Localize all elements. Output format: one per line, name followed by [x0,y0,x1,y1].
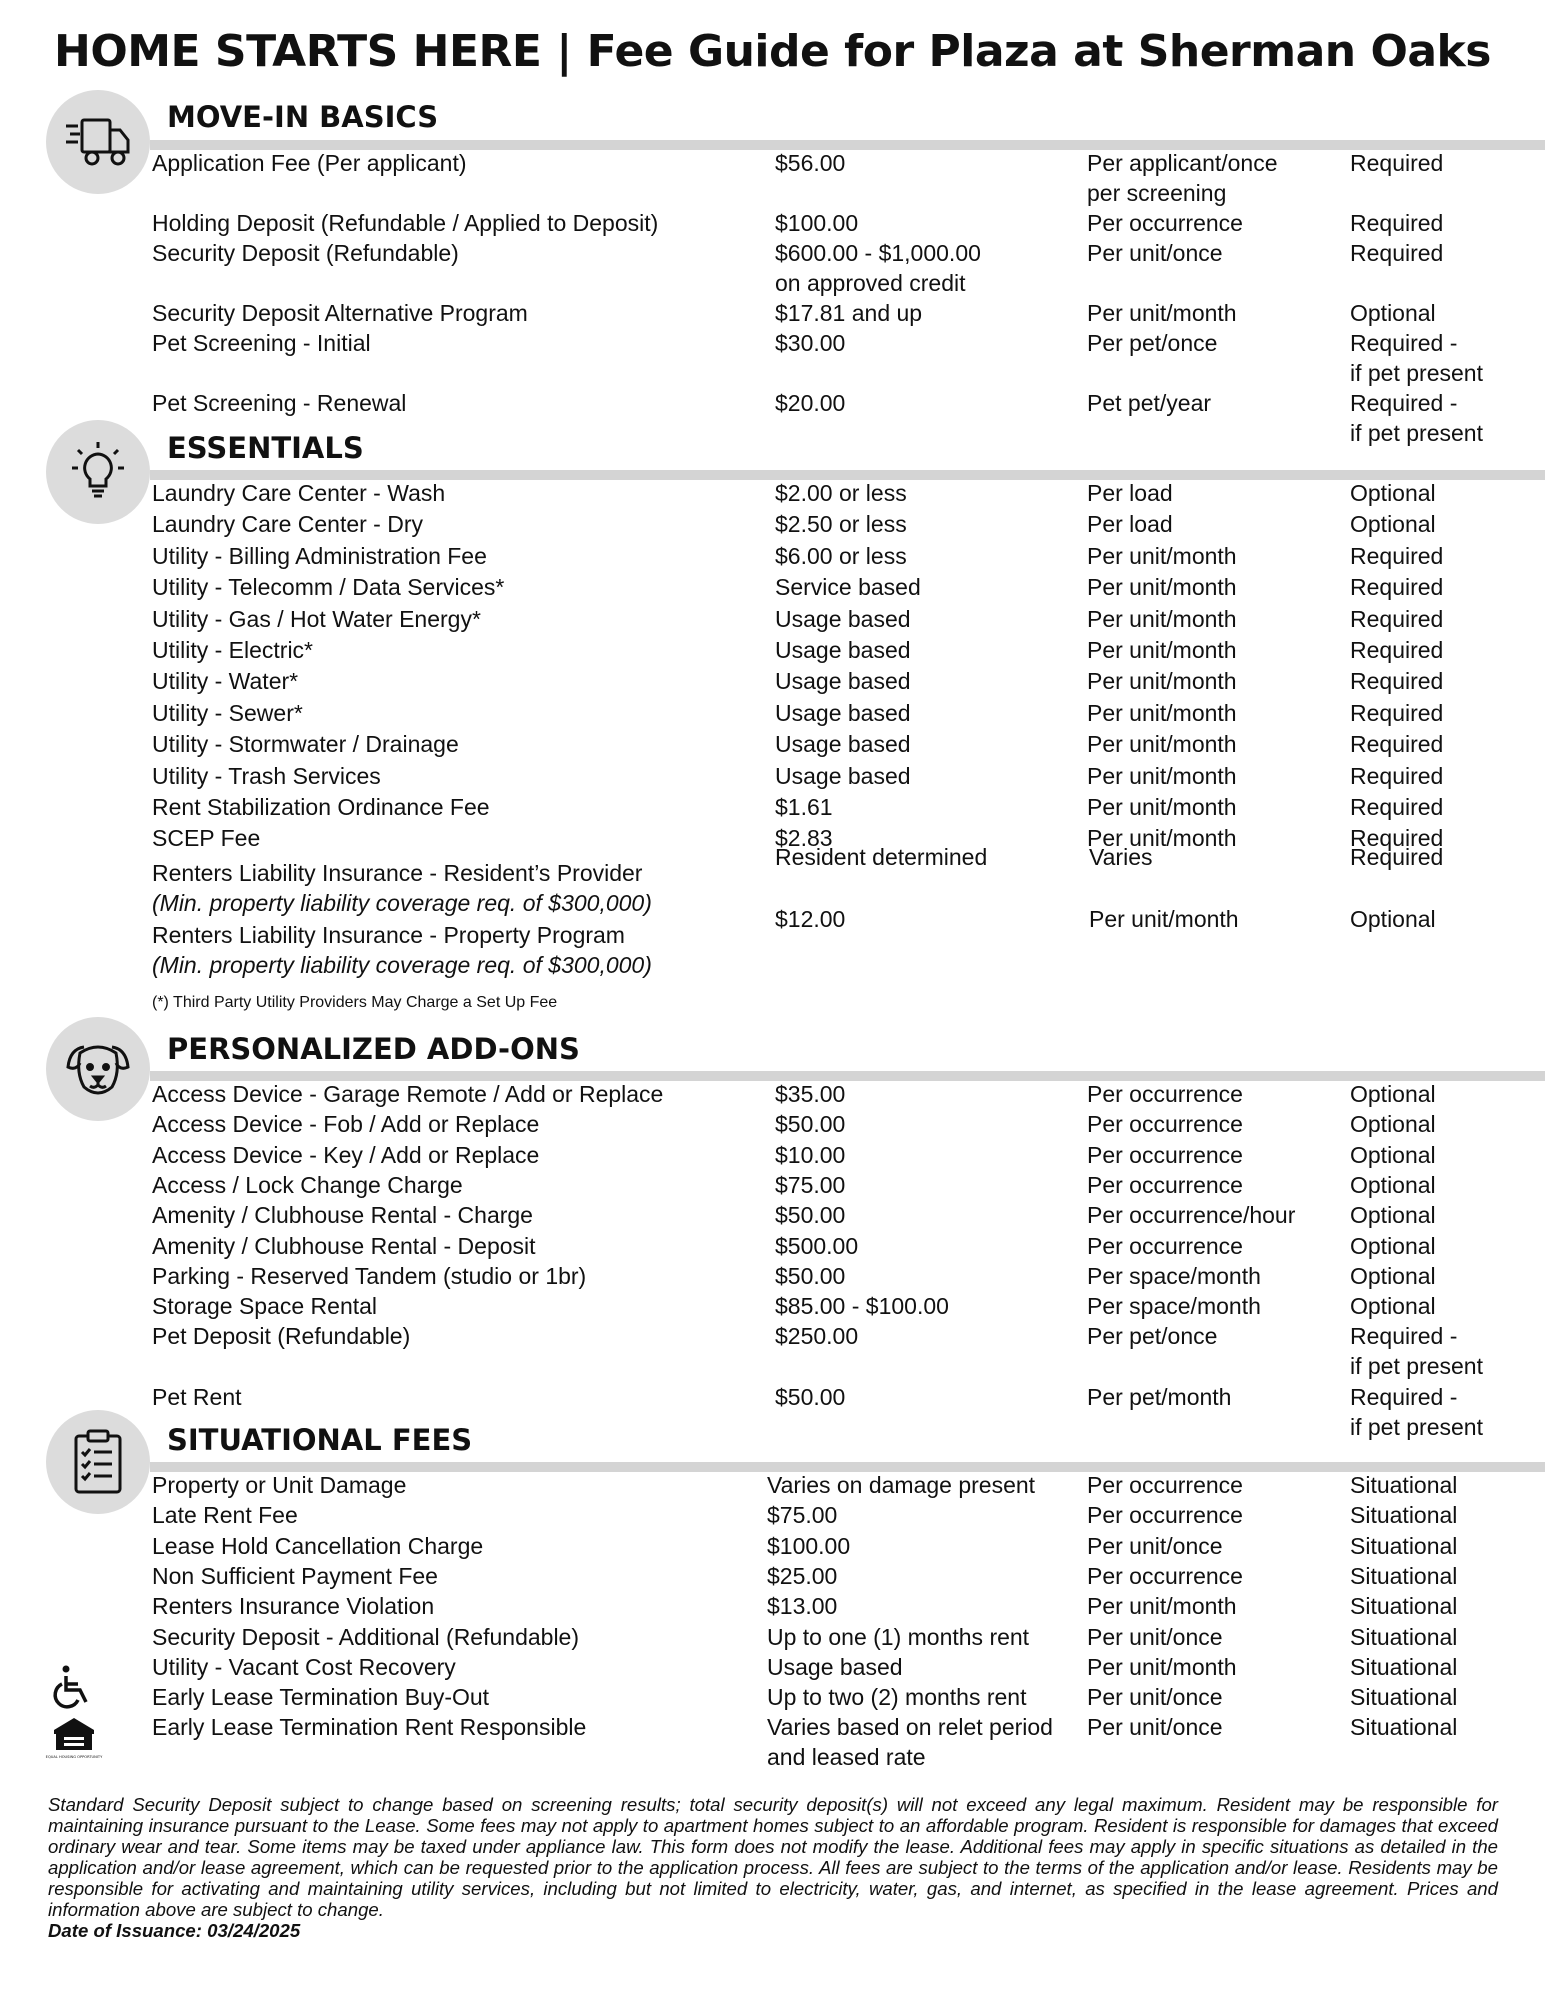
fee-requirement: Required [1350,825,1444,852]
fee-frequency: Per pet/once [1087,1323,1218,1350]
fee-frequency: Per occurrence [1087,1141,1243,1168]
fee-name: Pet Screening - Initial [152,330,371,356]
equal-housing-caption: EQUAL HOUSING OPPORTUNITY [45,1755,103,1759]
fee-amount: Usage based [775,699,911,726]
fee-name: Lease Hold Cancellation Charge [152,1532,484,1559]
truck-icon [46,90,150,194]
fee-frequency: Per pet/month [1087,1383,1232,1410]
fee-name: Access Device - Garage Remote / Add or Replace [152,1081,664,1107]
disclaimer-text: Standard Security Deposit subject to change based on screening results; total security deposit(s) will not exceed any legal maximum. Resident may be responsible for maintaining insurance pursuant to the Lease. Some fees may not apply to apartment homes subject to an affordable program. Resident is responsible for damages that exceed ordinary wear and tear. Some items may be taxed under appliance law. This form does not modify the lease. Additional fees may apply in specific situations as detailed in the application and/or lease agreement, which can be requested prior to the application process. All fees are subject to the terms of the application and/or lease. Residents may be responsible for activating and maintaining utility services, including but not limited to electricity, water, gas, and internet, as specified in the lease agreement. Prices and information above are subject to change. [48,1794,1498,1920]
fee-requirement: Optional [1350,1293,1436,1320]
fee-requirement: Optional [1350,300,1436,326]
fee-name: Security Deposit - Additional (Refundable) [152,1623,580,1650]
fee-requirement: Situational [1350,1532,1458,1559]
fee-amount: $75.00 [775,1171,846,1198]
fee-name: Pet Rent [152,1383,242,1410]
fee-requirement-line2: if pet present [1350,360,1483,386]
fee-frequency: Per space/month [1087,1293,1261,1320]
fee-frequency: Per unit/month [1087,731,1237,758]
fee-requirement-line2: if pet present [1350,1353,1483,1380]
fee-requirement: Required - [1350,1383,1458,1410]
fee-frequency: Per occurrence/hour [1087,1202,1296,1229]
fee-name: Storage Space Rental [152,1293,378,1320]
fee-amount: $35.00 [775,1081,846,1107]
fee-note: (Min. property liability coverage req. of $300,000) [152,890,652,916]
fee-frequency: Per space/month [1087,1262,1261,1289]
fee-name: Pet Deposit (Refundable) [152,1323,411,1350]
fee-name: Security Deposit Alternative Program [152,300,528,326]
fee-amount: $85.00 - $100.00 [775,1293,949,1320]
equal-housing-opportunity-icon [45,1716,103,1767]
fee-name: Parking - Reserved Tandem (studio or 1br) [152,1262,587,1289]
fee-requirement: Optional [1350,1202,1436,1229]
fee-requirement: Optional [1350,1171,1436,1198]
fee-amount: $12.00 [775,906,846,932]
fee-amount: $50.00 [775,1383,846,1410]
date-of-issuance: Date of Issuance: 03/24/2025 [48,1920,301,1941]
fee-amount: $2.00 or less [775,480,907,506]
fee-amount: Usage based [775,762,911,789]
fee-frequency: Per unit/month [1087,668,1237,695]
fee-frequency: Per occurrence [1087,210,1243,236]
fee-frequency: Per unit/month [1087,794,1237,820]
lightbulb-icon [46,420,150,524]
fee-frequency: Per unit/once [1087,1714,1223,1741]
fee-amount: $6.00 or less [775,542,907,569]
fee-name: Application Fee (Per applicant) [152,150,467,176]
fee-requirement: Required [1350,731,1444,758]
fee-requirement: Situational [1350,1714,1458,1741]
disclaimer [48,1794,1498,1941]
fee-requirement: Required [1350,794,1444,820]
fee-frequency: Per pet/once [1087,330,1218,356]
fee-frequency: Per unit/month [1087,637,1237,663]
fee-requirement: Optional [1350,1111,1436,1138]
fee-requirement: Required [1350,762,1444,789]
fee-frequency: Per unit/month [1087,699,1237,726]
fee-requirement: Situational [1350,1562,1458,1589]
fee-name: Utility - Electric* [152,637,314,663]
fee-requirement: Optional [1350,511,1436,538]
fee-name: Pet Screening - Renewal [152,390,407,416]
fee-requirement: Situational [1350,1502,1458,1529]
fee-name: Renters Insurance Violation [152,1593,435,1620]
fee-amount: $2.50 or less [775,511,907,538]
fee-name: Utility - Billing Administration Fee [152,542,487,569]
fee-requirement: Required [1350,637,1444,663]
fee-amount-line2: on approved credit [775,270,966,296]
fee-frequency: Per load [1087,511,1173,538]
fee-frequency: Per occurrence [1087,1502,1243,1529]
fee-requirement: Required [1350,844,1444,870]
fee-frequency: Varies [1089,844,1153,870]
fee-requirement: Situational [1350,1653,1458,1680]
fee-name: Property or Unit Damage [152,1472,407,1498]
fee-frequency: Per unit/once [1087,1684,1223,1711]
fee-amount: Up to two (2) months rent [767,1684,1027,1711]
fee-amount: Up to one (1) months rent [767,1623,1030,1650]
fee-amount: Usage based [767,1653,903,1680]
fee-frequency: Per unit/month [1087,605,1237,632]
fee-name: Utility - Trash Services [152,762,381,789]
fee-amount-line2: and leased rate [767,1744,926,1771]
fee-frequency: Per unit/month [1087,1653,1237,1680]
fee-frequency: Per unit/once [1087,1623,1223,1650]
fee-requirement-line2: if pet present [1350,420,1483,446]
fee-amount: $25.00 [767,1562,838,1589]
fee-requirement: Optional [1350,906,1436,932]
fee-frequency: Per occurrence [1087,1472,1243,1498]
fee-frequency: Per unit/month [1089,906,1239,932]
fee-amount: Usage based [775,668,911,695]
fee-name: Access / Lock Change Charge [152,1171,463,1198]
section-title: ESSENTIALS [167,431,364,465]
fee-amount: $13.00 [767,1593,838,1620]
fee-amount: Usage based [775,605,911,632]
fee-requirement: Situational [1350,1593,1458,1620]
fee-frequency: Per occurrence [1087,1562,1243,1589]
fee-requirement: Situational [1350,1684,1458,1711]
fee-name: Utility - Water* [152,668,299,695]
fee-name: Utility - Vacant Cost Recovery [152,1653,456,1680]
section-title: SITUATIONAL FEES [167,1423,473,1457]
fee-name: Holding Deposit (Refundable / Applied to Deposit) [152,210,659,236]
fee-amount: $100.00 [767,1532,851,1559]
fee-amount: $50.00 [775,1202,846,1229]
fee-frequency: Per unit/month [1087,825,1237,852]
fee-amount: $30.00 [775,330,846,356]
fee-requirement: Optional [1350,1081,1436,1107]
fee-requirement: Situational [1350,1472,1458,1498]
fee-frequency: Per occurrence [1087,1081,1243,1107]
fee-name: Utility - Sewer* [152,699,303,726]
fee-frequency: Per load [1087,480,1173,506]
fee-name: Early Lease Termination Buy-Out [152,1684,490,1711]
fee-frequency: Per occurrence [1087,1111,1243,1138]
section-title: PERSONALIZED ADD-ONS [167,1032,580,1066]
fee-requirement: Optional [1350,1141,1436,1168]
fee-name: Amenity / Clubhouse Rental - Charge [152,1202,533,1229]
fee-name: Access Device - Key / Add or Replace [152,1141,540,1168]
fee-amount: Varies based on relet period [767,1714,1053,1741]
fee-frequency: Per occurrence [1087,1171,1243,1198]
fee-amount: Resident determined [775,844,988,870]
fee-name: Laundry Care Center - Dry [152,511,423,538]
fee-amount: $50.00 [775,1262,846,1289]
fee-frequency: Per unit/month [1087,1593,1237,1620]
fee-frequency: Per unit/month [1087,762,1237,789]
fee-amount: $500.00 [775,1232,859,1259]
section-title: MOVE-IN BASICS [167,100,439,134]
fee-requirement: Required [1350,240,1444,266]
fee-amount: Usage based [775,731,911,758]
fee-name: Non Sufficient Payment Fee [152,1562,438,1589]
fee-requirement: Required [1350,605,1444,632]
fee-requirement: Required - [1350,1323,1458,1350]
fee-frequency: Pet pet/year [1087,390,1212,416]
fee-frequency: Per unit/once [1087,1532,1223,1559]
fee-requirement: Required - [1350,330,1458,356]
fee-name: Late Rent Fee [152,1502,298,1529]
fee-amount: $10.00 [775,1141,846,1168]
fee-requirement: Optional [1350,480,1436,506]
fee-requirement-line2: if pet present [1350,1413,1483,1440]
fee-name: SCEP Fee [152,825,261,852]
fee-amount: Varies on damage present [767,1472,1036,1498]
fee-name: Laundry Care Center - Wash [152,480,446,506]
fee-amount: Service based [775,574,921,601]
fee-amount: $2.83 [775,825,833,852]
fee-name: Utility - Stormwater / Drainage [152,731,459,758]
fee-name: Amenity / Clubhouse Rental - Deposit [152,1232,536,1259]
fee-name: Access Device - Fob / Add or Replace [152,1111,540,1138]
utility-footnote: (*) Third Party Utility Providers May Charge a Set Up Fee [152,994,558,1011]
fee-amount: $600.00 - $1,000.00 [775,240,981,266]
fee-requirement: Optional [1350,1262,1436,1289]
fee-name: Security Deposit (Refundable) [152,240,459,266]
fee-name: Renters Liability Insurance - Property Program [152,922,625,948]
fee-requirement: Required [1350,574,1444,601]
fee-name: Early Lease Termination Rent Responsible [152,1714,587,1741]
fee-requirement: Required [1350,699,1444,726]
fee-requirement: Required [1350,668,1444,695]
fee-requirement: Required [1350,210,1444,236]
fee-amount: $56.00 [775,150,846,176]
fee-frequency: Per unit/month [1087,300,1237,326]
fee-requirement: Required - [1350,390,1458,416]
fee-name: Utility - Telecomm / Data Services* [152,574,505,601]
fee-amount: $20.00 [775,390,846,416]
fee-frequency: Per occurrence [1087,1232,1243,1259]
fee-amount: $75.00 [767,1502,838,1529]
clipboard-checklist-icon [46,1410,150,1514]
fee-amount: $50.00 [775,1111,846,1138]
fee-requirement: Situational [1350,1623,1458,1650]
fee-amount: $17.81 and up [775,300,923,326]
fee-frequency: Per unit/once [1087,240,1223,266]
fee-requirement: Required [1350,542,1444,569]
dog-icon [46,1017,150,1121]
fee-name: Utility - Gas / Hot Water Energy* [152,605,481,632]
fee-amount: $1.61 [775,794,833,820]
fee-note: (Min. property liability coverage req. of $300,000) [152,952,652,978]
fee-amount: $250.00 [775,1323,859,1350]
fee-amount: $100.00 [775,210,859,236]
fee-amount: Usage based [775,637,911,663]
fee-frequency-line2: per screening [1087,180,1227,206]
fee-requirement: Optional [1350,1232,1436,1259]
fee-frequency: Per unit/month [1087,574,1237,601]
fee-frequency: Per applicant/once [1087,150,1278,176]
fee-requirement: Required [1350,150,1444,176]
wheelchair-accessibility-icon [52,1664,96,1715]
page-title: HOME STARTS HERE | Fee Guide for Plaza at Sherman Oaks [54,26,1491,77]
fee-name: Renters Liability Insurance - Resident’s Provider [152,860,643,886]
fee-name: Rent Stabilization Ordinance Fee [152,794,490,820]
fee-frequency: Per unit/month [1087,542,1237,569]
